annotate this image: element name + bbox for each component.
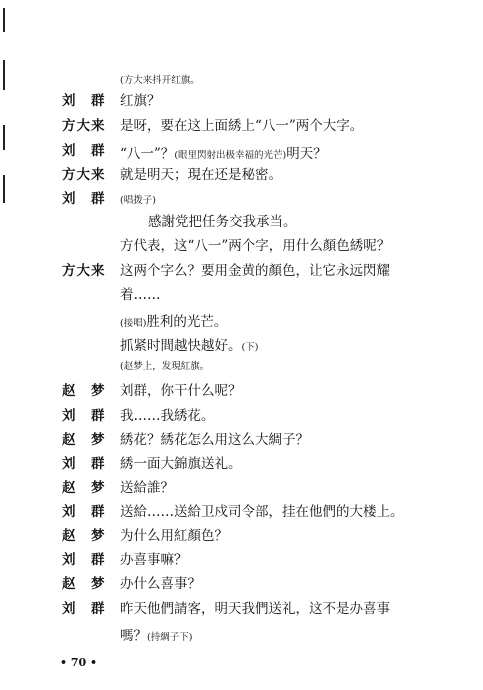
stage-direction: (眼里閃射出极幸福的光芒)	[174, 150, 287, 161]
dialogue-text: 这两个字么？要用金黄的顏色，让它永远閃耀	[120, 263, 390, 279]
stage-direction: (持綢子下)	[147, 632, 193, 643]
speaker-name: 赵 梦	[62, 528, 106, 544]
dialogue-text: 办什么喜事？	[120, 576, 201, 592]
speaker-name: 方大来	[62, 263, 106, 279]
dialogue-text: 綉一面大錦旗送礼。	[120, 456, 242, 472]
stage-direction: (方大来抖开红旗。	[120, 75, 200, 86]
dialogue-text: 是呀，要在这上面綉上“八一”两个大字。	[120, 118, 364, 134]
dialogue-text: 綉花？綉花怎么用这么大綢子？	[120, 432, 309, 448]
dialogue-line	[120, 627, 192, 644]
speaker-name: 刘 群	[62, 456, 106, 472]
dialogue-line	[120, 145, 327, 162]
speaker-name: 刘 群	[62, 601, 106, 617]
margin-bar	[3, 125, 5, 150]
stage-direction: (赵梦上，发現紅旗。	[120, 361, 210, 372]
dialogue-text: “八一”？	[120, 146, 175, 162]
margin-bar	[3, 60, 5, 90]
dialogue-line	[120, 313, 227, 330]
dialogue-text: 着……	[120, 287, 161, 303]
stage-direction: (下)	[241, 342, 259, 353]
speaker-name: 赵 梦	[62, 480, 106, 496]
stage-direction: (唱拨子)	[120, 195, 156, 206]
dialogue-text: 刘群，你干什么呢？	[120, 383, 242, 399]
dialogue-text: 红旗？	[120, 93, 161, 109]
dialogue-text: 嗎？	[120, 628, 147, 644]
dialogue-text: 就是明天；現在还是秘密。	[120, 167, 282, 183]
speaker-name: 赵 梦	[62, 576, 106, 592]
dialogue-text: 明天？	[286, 146, 327, 162]
speaker-name: 方大来	[62, 167, 106, 183]
dialogue-text: 办喜事嘛？	[120, 552, 188, 568]
speaker-name: 刘 群	[62, 191, 106, 207]
speaker-name: 刘 群	[62, 504, 106, 520]
speaker-name: 刘 群	[62, 143, 106, 159]
speaker-name: 方大来	[62, 118, 106, 134]
margin-bar	[3, 8, 5, 32]
dialogue-text: 送給……送給卫戍司令部，挂在他們的大楼上。	[120, 504, 404, 520]
page-number: • 70 •	[60, 656, 98, 669]
speaker-name: 赵 梦	[62, 383, 106, 399]
dialogue-line	[120, 337, 258, 354]
dialogue-text: 昨天他們請客，明天我們送礼，这不是办喜事	[120, 601, 390, 617]
dialogue-text: 为什么用紅顏色？	[120, 528, 228, 544]
speaker-name: 刘 群	[62, 93, 106, 109]
dialogue-text: 我……我綉花。	[120, 408, 215, 424]
speaker-name: 刘 群	[62, 552, 106, 568]
dialogue-text: 送給誰？	[120, 480, 174, 496]
speaker-name: 刘 群	[62, 408, 106, 424]
sung-text: 感謝党把任务交我承当。	[148, 214, 297, 230]
stage-direction: (接唱)	[120, 318, 147, 329]
sung-text: 方代表，这“八一”两个字，用什么顏色綉呢？	[120, 238, 391, 254]
margin-bar	[3, 175, 5, 203]
speaker-name: 赵 梦	[62, 432, 106, 448]
sung-text: 抓紧时間越快越好。	[120, 338, 242, 354]
sung-text: 胜利的光芒。	[146, 314, 228, 330]
